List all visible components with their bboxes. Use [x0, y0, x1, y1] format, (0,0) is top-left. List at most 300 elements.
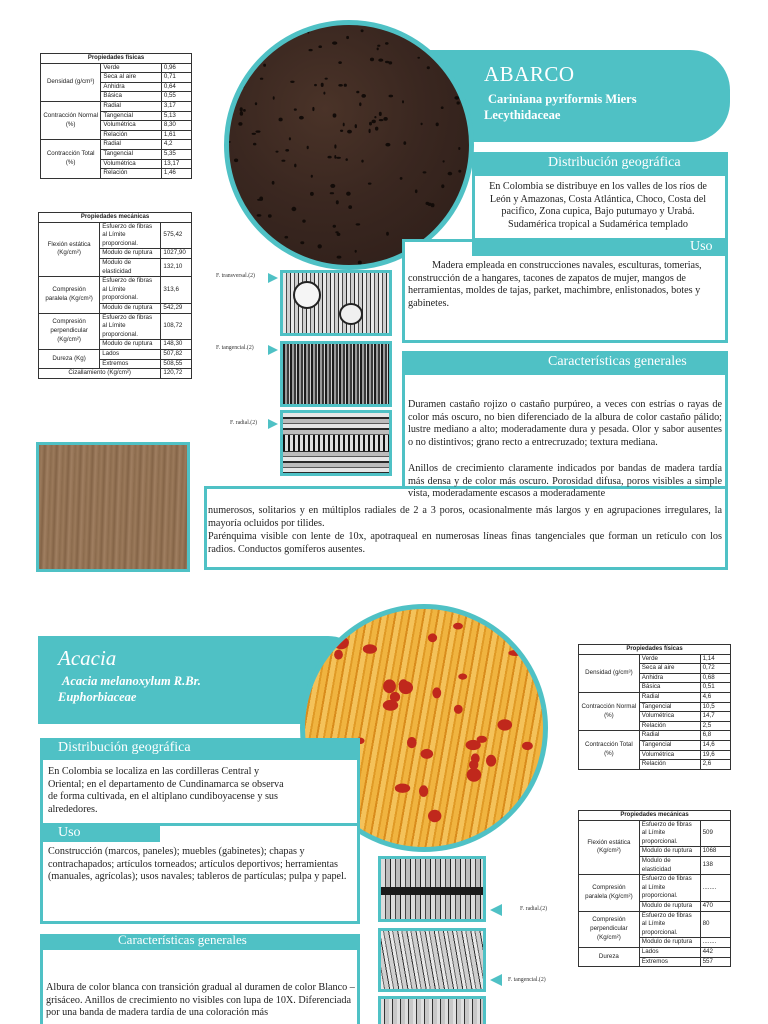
table-row — [579, 947, 731, 957]
abarco-caract-text-3: numerosos, solitarios y en múltiplos radiales de 2 a 3 poros, ocasionalmente más largos y en agrupaciones irregulares, la mayoría ocluidos por tilides. — [208, 505, 722, 529]
abarco-physical-property-value: 5,35 — [161, 149, 191, 159]
pore — [229, 141, 231, 143]
acacia-mechanical-property-value: ........ — [700, 875, 730, 902]
pore — [374, 116, 376, 118]
acacia-mechanical-property-name: Esfuerzo de fibras al Límite proporcional. — [639, 875, 700, 902]
pore — [273, 96, 275, 99]
abarco-mechanical-property-name: Esfuerzo de fibras al Límite proporcional. — [100, 313, 161, 340]
pore — [333, 113, 337, 117]
acacia-uso-text: Construcción (marcos, paneles); muebles (gabinetes); chapas y contrachapados; artículos torneados; artículos deportivos; herramientas (manuales, agrícolas); usos navales; tableros de partículas; pulpa y papel. — [48, 846, 347, 883]
pore — [292, 207, 297, 211]
pore — [400, 177, 403, 180]
pore — [229, 259, 232, 262]
abarco-name: ABARCO — [484, 62, 575, 86]
pore — [334, 144, 336, 148]
table-row — [579, 875, 731, 902]
abarco-mechanical-group-label: Compresión paralela (Kg/cm²) — [39, 277, 100, 313]
abarco-label-radial: F. radial.(2) — [230, 420, 258, 426]
pore — [259, 197, 263, 201]
acacia-mechanical-property-value: 80 — [700, 911, 730, 938]
acacia-physical-property-value: 19,6 — [700, 750, 730, 760]
pore — [318, 45, 322, 48]
pore — [294, 108, 297, 110]
pore — [234, 159, 238, 163]
pore — [272, 181, 275, 185]
pore — [385, 26, 387, 28]
pore — [375, 127, 378, 131]
abarco-caract-text-4: Parénquima visible con lente de 10x, apotraqueal en numerosas líneas finas tangenciales que forman un retículo con los radios. Conductos gomíferos ausentes. — [208, 531, 722, 555]
abarco-micro-tangencial — [280, 341, 392, 407]
pore — [419, 785, 428, 797]
abarco-mechanical-property-name: Esfuerzo de fibras al Límite proporcional. — [100, 222, 161, 249]
pore — [238, 122, 242, 126]
acacia-physical-property-value: 2,5 — [700, 721, 730, 731]
table-row — [39, 313, 192, 340]
pore — [312, 107, 314, 111]
pore — [458, 674, 467, 680]
abarco-physical-property-name: Verde — [101, 63, 161, 73]
acacia-physical-property-name: Relación — [639, 760, 700, 770]
acacia-family: Euphorbiaceae — [58, 690, 137, 704]
acacia-mechanical-property-value: 1068 — [700, 847, 730, 857]
pore — [423, 171, 427, 173]
pore — [260, 78, 263, 80]
pore — [310, 192, 314, 196]
pore — [279, 118, 283, 122]
abarco-caract-title: Características generales — [548, 354, 687, 369]
pore — [330, 184, 335, 188]
acacia-physical-property-value: 0,51 — [700, 683, 730, 693]
pore — [294, 164, 296, 168]
acacia-physical-property-value: 2,6 — [700, 760, 730, 770]
pore — [467, 768, 482, 782]
pore — [454, 705, 463, 714]
pore — [417, 57, 420, 59]
pore — [355, 124, 357, 128]
acacia-physical-property-name: Radial — [639, 692, 700, 702]
pore — [522, 742, 533, 750]
pore — [267, 25, 272, 28]
abarco-label-transversal: F. transversal.(2) — [216, 273, 255, 279]
pore — [359, 102, 361, 106]
pore — [348, 205, 352, 209]
acacia-distribution-title: Distribución geográfica — [58, 740, 191, 755]
acacia-mechanical-property-value: 138 — [700, 856, 730, 874]
pore — [456, 25, 459, 27]
pore — [383, 117, 387, 121]
pore — [403, 141, 406, 145]
acacia-physical-group-label: Contracción Normal (%) — [579, 692, 640, 730]
pore — [285, 236, 289, 239]
pore — [263, 64, 266, 67]
pore — [355, 250, 357, 253]
abarco-physical-property-value: 0,64 — [161, 82, 191, 92]
pore — [377, 48, 379, 51]
abarco-mechanical-property-name: Esfuerzo de fibras al Límite proporcional. — [100, 277, 161, 304]
pore — [257, 214, 262, 217]
pore — [454, 96, 459, 100]
acacia-mechanical-property-name: Modulo de ruptura — [639, 938, 700, 948]
pore — [321, 83, 324, 87]
pore — [256, 130, 261, 132]
abarco-mechanical-property-name: Modulo de ruptura — [100, 340, 161, 350]
pore — [307, 146, 309, 149]
abarco-physical-property-name: Volumétrica — [101, 159, 161, 169]
abarco-mechanical-property-value: 508,55 — [161, 359, 192, 369]
abarco-mechanical-property-name: Lados — [100, 349, 161, 359]
acacia-mechanical-group-label: Compresión paralela (Kg/cm²) — [579, 875, 640, 911]
pore — [448, 172, 453, 176]
pore — [427, 66, 430, 69]
pore — [338, 84, 343, 87]
abarco-physical-property-name: Tangencial — [101, 111, 161, 121]
acacia-physical-property-name: Básica — [639, 683, 700, 693]
pore — [361, 94, 366, 98]
abarco-scientific-name: Cariniana pyriformis Miers — [488, 92, 637, 106]
acacia-physical-property-name: Volumétrica — [639, 750, 700, 760]
acacia-caract-text: Albura de color blanca con transición gradual al duramen de color Blanco –grisáceo. Anillos de crecimiento no visibles con lupa de 10X. Diferenciada por una banda de madera tardía de una coloración más — [46, 982, 355, 1019]
acacia-label-radial: F. radial.(2) — [520, 906, 548, 912]
abarco-physical-property-value: 1,61 — [161, 130, 191, 140]
acacia-caract-title: Características generales — [118, 932, 247, 947]
pore — [232, 98, 236, 100]
abarco-mechanical-property-name: Modulo de ruptura — [100, 303, 161, 313]
abarco-caract-text-1: Duramen castaño rojizo o castaño purpúreo, a veces con estrías o rayas de color más oscuro, no bien diferenciado de la albura de color castaño pálido; lustre mediano a alto; moderadamente dura y pesada. Olor y sabor ausentes o no distintivos; grano recto a entrecruzado; textura mediana. — [408, 399, 722, 448]
pore — [333, 225, 336, 228]
pore — [385, 42, 389, 45]
abarco-physical-property-value: 1,46 — [161, 169, 191, 179]
pore — [299, 116, 304, 120]
pore — [499, 817, 511, 829]
acacia-mechanical-table-title: Propiedades mecánicas — [579, 811, 731, 821]
acacia-micro-3 — [378, 996, 486, 1024]
abarco-family: Lecythidaceae — [484, 108, 561, 122]
acacia-mechanical-property-name: Esfuerzo de fibras al Límite proporcional. — [639, 911, 700, 938]
acacia-scientific-name: Acacia melanoxylum R.Br. — [62, 674, 201, 688]
abarco-physical-property-value: 0,55 — [161, 92, 191, 102]
pore — [309, 49, 313, 51]
abarco-mechanical-property-value: 1027,90 — [161, 249, 192, 259]
pore — [361, 29, 364, 32]
pore — [377, 45, 380, 47]
acacia-arrow-tangencial — [490, 974, 502, 986]
abarco-mechanical-property-value: 313,6 — [161, 277, 192, 304]
pore — [389, 95, 394, 98]
abarco-mechanical-property-value: 108,72 — [161, 313, 192, 340]
pore — [385, 61, 389, 63]
pore — [415, 189, 418, 193]
abarco-mechanical-property-name: Modulo de ruptura — [100, 249, 161, 259]
table-row — [39, 349, 192, 359]
pore — [346, 36, 349, 39]
abarco-mechanical-property-value: 575,42 — [161, 222, 192, 249]
pore — [370, 58, 374, 62]
abarco-physical-property-value: 8,30 — [161, 121, 191, 131]
pore — [356, 223, 361, 225]
pore — [458, 147, 460, 150]
pore — [486, 755, 496, 767]
acacia-mechanical-property-name: Esfuerzo de fibras al Límite proporcional. — [639, 820, 700, 847]
pore — [379, 112, 382, 116]
pore — [407, 737, 417, 748]
pore — [427, 203, 431, 206]
acacia-physical-property-value: 6,8 — [700, 731, 730, 741]
acacia-mechanical-property-value: 509 — [700, 820, 730, 847]
pore — [340, 130, 343, 132]
abarco-physical-property-name: Seca al aire — [101, 73, 161, 83]
acacia-distribution-text: En Colombia se localiza en las cordilleras Central y Oriental; en el departamento de Cundinamarca se observa de forma cultivada, en el altiplano cundiboyacense y sus alrededores. — [48, 766, 284, 815]
pore — [285, 251, 288, 255]
abarco-physical-group-label: Contracción Total (%) — [41, 140, 101, 178]
acacia-mechanical-group-label: Compresión perpendicular (Kg/cm²) — [579, 911, 640, 947]
acacia-mechanical-table — [578, 810, 731, 967]
acacia-label-tangencial: F. tangencial.(2) — [508, 977, 546, 983]
pore — [269, 35, 274, 39]
abarco-uso-text: Madera empleada en construcciones navales, esculturas, tomerias, construcción de a hangares, tacones de zapatos de mujer, mangos de herramientas, moldes de tajas, parket, machimbre, enlistonados, botes y gabinetes. — [408, 260, 702, 309]
acacia-physical-table — [578, 644, 731, 770]
pore — [337, 256, 342, 259]
pore — [428, 633, 437, 642]
acacia-physical-table-title: Propiedades físicas — [579, 645, 731, 655]
abarco-physical-property-name: Anhidra — [101, 82, 161, 92]
abarco-physical-property-value: 4,2 — [161, 140, 191, 150]
abarco-physical-group-label: Contracción Normal (%) — [41, 101, 101, 139]
acacia-physical-property-value: 14,6 — [700, 740, 730, 750]
abarco-micro-radial — [280, 410, 392, 476]
acacia-physical-group-label: Densidad (g/cm³) — [579, 654, 640, 692]
pore — [336, 200, 339, 204]
acacia-physical-property-name: Radial — [639, 731, 700, 741]
abarco-mechanical-property-value: 507,82 — [161, 349, 192, 359]
pore — [346, 158, 348, 161]
pore — [372, 120, 376, 124]
table-row — [39, 277, 192, 304]
pore — [323, 92, 325, 95]
pore — [325, 78, 328, 80]
abarco-caract-text-2: Anillos de crecimiento claramente indicados por bandas de madera tardía más densa y de color más oscuro. Porosidad difusa, poros visibles a simple vista, moderadamente escasos a moderadamente — [408, 463, 722, 500]
pore — [399, 679, 409, 690]
pore — [300, 241, 304, 244]
pore — [378, 59, 383, 62]
acacia-arrow-radial — [490, 904, 502, 916]
pore — [402, 100, 404, 103]
abarco-pores-graphic — [229, 25, 469, 265]
table-row — [579, 820, 731, 847]
acacia-micro-1 — [378, 856, 486, 922]
abarco-label-tangencial: F. tangencial.(2) — [216, 345, 254, 351]
pore — [421, 749, 434, 759]
abarco-physical-property-name: Relación — [101, 130, 161, 140]
pore — [268, 33, 270, 35]
abarco-physical-table — [40, 53, 192, 179]
abarco-physical-property-value: 5,13 — [161, 111, 191, 121]
pore — [428, 810, 441, 822]
acacia-mechanical-group-label: Flexión estática (Kg/cm²) — [579, 820, 640, 875]
table-row — [41, 140, 192, 150]
acacia-mechanical-group-label: Dureza — [579, 947, 640, 966]
acacia-physical-property-value: 1,14 — [700, 654, 730, 664]
pore — [506, 621, 520, 631]
pore — [358, 261, 362, 265]
acacia-physical-group-label: Contracción Total (%) — [579, 731, 640, 769]
pore — [237, 213, 242, 215]
pore — [302, 220, 305, 223]
pore — [318, 244, 322, 248]
pore — [336, 157, 341, 159]
pore — [338, 61, 342, 64]
pore — [344, 84, 347, 87]
pore — [390, 692, 400, 702]
pore — [247, 58, 249, 61]
acacia-physical-property-name: Tangencial — [639, 702, 700, 712]
pore — [281, 160, 285, 162]
abarco-mechanical-footer-value: 120,72 — [161, 369, 192, 379]
acacia-physical-property-name: Volumétrica — [639, 712, 700, 722]
abarco-micro-transversal — [280, 270, 392, 336]
acacia-physical-property-value: 0,72 — [700, 664, 730, 674]
pore — [395, 784, 410, 793]
acacia-physical-property-value: 10,5 — [700, 702, 730, 712]
pore — [307, 30, 309, 34]
table-row — [39, 222, 192, 249]
abarco-mechanical-group-label: Dureza (Kg) — [39, 349, 100, 368]
pore — [255, 102, 257, 105]
pore — [335, 231, 338, 233]
acacia-physical-property-value: 14,7 — [700, 712, 730, 722]
pore — [330, 192, 334, 194]
abarco-mechanical-footer-label: Cizallamiento (Kg/cm²) — [39, 369, 161, 379]
abarco-physical-property-name: Relación — [101, 169, 161, 179]
pore — [328, 156, 332, 159]
abarco-physical-property-value: 0,71 — [161, 73, 191, 83]
pore — [347, 130, 352, 134]
acacia-physical-property-name: Seca al aire — [639, 664, 700, 674]
acacia-mechanical-property-value: ........ — [700, 938, 730, 948]
pore — [233, 60, 237, 64]
pore — [346, 192, 351, 196]
pore — [343, 123, 345, 127]
pore — [253, 143, 256, 146]
acacia-mechanical-property-name: Modulo de ruptura — [639, 847, 700, 857]
acacia-mechanical-property-name: Modulo de elasticidad — [639, 856, 700, 874]
pore — [314, 84, 317, 86]
pore — [252, 133, 256, 135]
acacia-physical-property-name: Verde — [639, 654, 700, 664]
abarco-distribution-title: Distribución geográfica — [548, 155, 681, 170]
pore — [332, 41, 337, 44]
abarco-physical-property-value: 13,17 — [161, 159, 191, 169]
pore — [363, 644, 377, 654]
pore — [334, 155, 336, 159]
pore — [443, 160, 445, 162]
abarco-mechanical-property-value: 542,29 — [161, 303, 192, 313]
pore — [268, 260, 271, 263]
pore — [379, 119, 384, 121]
pore — [292, 253, 294, 256]
acacia-mechanical-property-value: 442 — [700, 947, 730, 957]
abarco-mechanical-property-value: 148,30 — [161, 340, 192, 350]
acacia-physical-property-value: 4,6 — [700, 692, 730, 702]
abarco-physical-property-name: Volumétrica — [101, 121, 161, 131]
table-row — [579, 692, 731, 702]
pore — [368, 183, 372, 185]
table-row — [579, 654, 731, 664]
table-row — [579, 731, 731, 741]
acacia-physical-property-value: 0,68 — [700, 673, 730, 683]
abarco-physical-property-value: 0,96 — [161, 63, 191, 73]
pore — [231, 83, 233, 86]
table-row — [41, 63, 192, 73]
pore — [241, 85, 245, 88]
abarco-mechanical-table — [38, 212, 192, 379]
pore — [432, 687, 441, 698]
abarco-arrow-tangencial — [268, 345, 278, 355]
acacia-physical-property-name: Anhidra — [639, 673, 700, 683]
abarco-arrow-transversal — [268, 273, 278, 283]
pore — [299, 264, 301, 265]
pore — [246, 235, 248, 237]
abarco-physical-property-name: Tangencial — [101, 149, 161, 159]
abarco-uso-title: Uso — [690, 239, 713, 254]
pore — [517, 622, 532, 628]
pore — [311, 175, 313, 178]
pore — [441, 106, 444, 109]
pore — [276, 151, 279, 153]
abarco-physical-property-value: 3,17 — [161, 101, 191, 111]
abarco-physical-property-name: Radial — [101, 101, 161, 111]
abarco-mechanical-property-name: Extremos — [100, 359, 161, 369]
pore — [477, 736, 487, 743]
abarco-distribution-text: En Colombia se distribuye en los valles de los ríos de León y Amazonas, Costa Atlántica, Choco, Costa del pacifico, Zona cupica, Bajo putumayo y Urabá. Sudamérica tropical a Sudamérica templado — [489, 181, 707, 230]
abarco-mechanical-group-label: Compresión perpendicular (Kg/cm²) — [39, 313, 100, 349]
abarco-mechanical-table-title: Propiedades mecánicas — [39, 213, 192, 223]
pore — [259, 26, 263, 30]
pore — [498, 719, 513, 730]
pore — [240, 111, 243, 115]
pore — [458, 215, 463, 218]
acacia-micro-2 — [378, 928, 486, 992]
pore — [356, 91, 359, 94]
pore — [386, 232, 389, 236]
abarco-mechanical-group-label: Flexión estática (Kg/cm²) — [39, 222, 100, 277]
acacia-physical-property-name: Tangencial — [639, 740, 700, 750]
table-row — [41, 101, 192, 111]
pore — [397, 27, 399, 30]
pore — [290, 81, 294, 83]
acacia-mechanical-property-value: 557 — [700, 957, 730, 967]
abarco-physical-property-name: Radial — [101, 140, 161, 150]
pore — [453, 623, 463, 630]
pore — [436, 123, 439, 127]
pore — [369, 122, 372, 126]
pore — [285, 149, 289, 152]
abarco-cross-section-image — [224, 20, 474, 270]
abarco-wood-photo — [36, 442, 190, 572]
pore — [457, 101, 460, 104]
acacia-mechanical-property-name: Extremos — [639, 957, 700, 967]
acacia-mechanical-property-name: Lados — [639, 947, 700, 957]
pore — [508, 650, 522, 656]
abarco-physical-table-title: Propiedades físicas — [41, 54, 192, 64]
pore — [385, 143, 390, 147]
pore — [361, 160, 363, 163]
pore — [268, 214, 272, 217]
pore — [369, 129, 371, 133]
abarco-arrow-radial — [268, 419, 278, 429]
acacia-mechanical-property-value: 470 — [700, 901, 730, 911]
abarco-physical-group-label: Densidad (g/cm³) — [41, 63, 101, 101]
table-row — [579, 911, 731, 938]
